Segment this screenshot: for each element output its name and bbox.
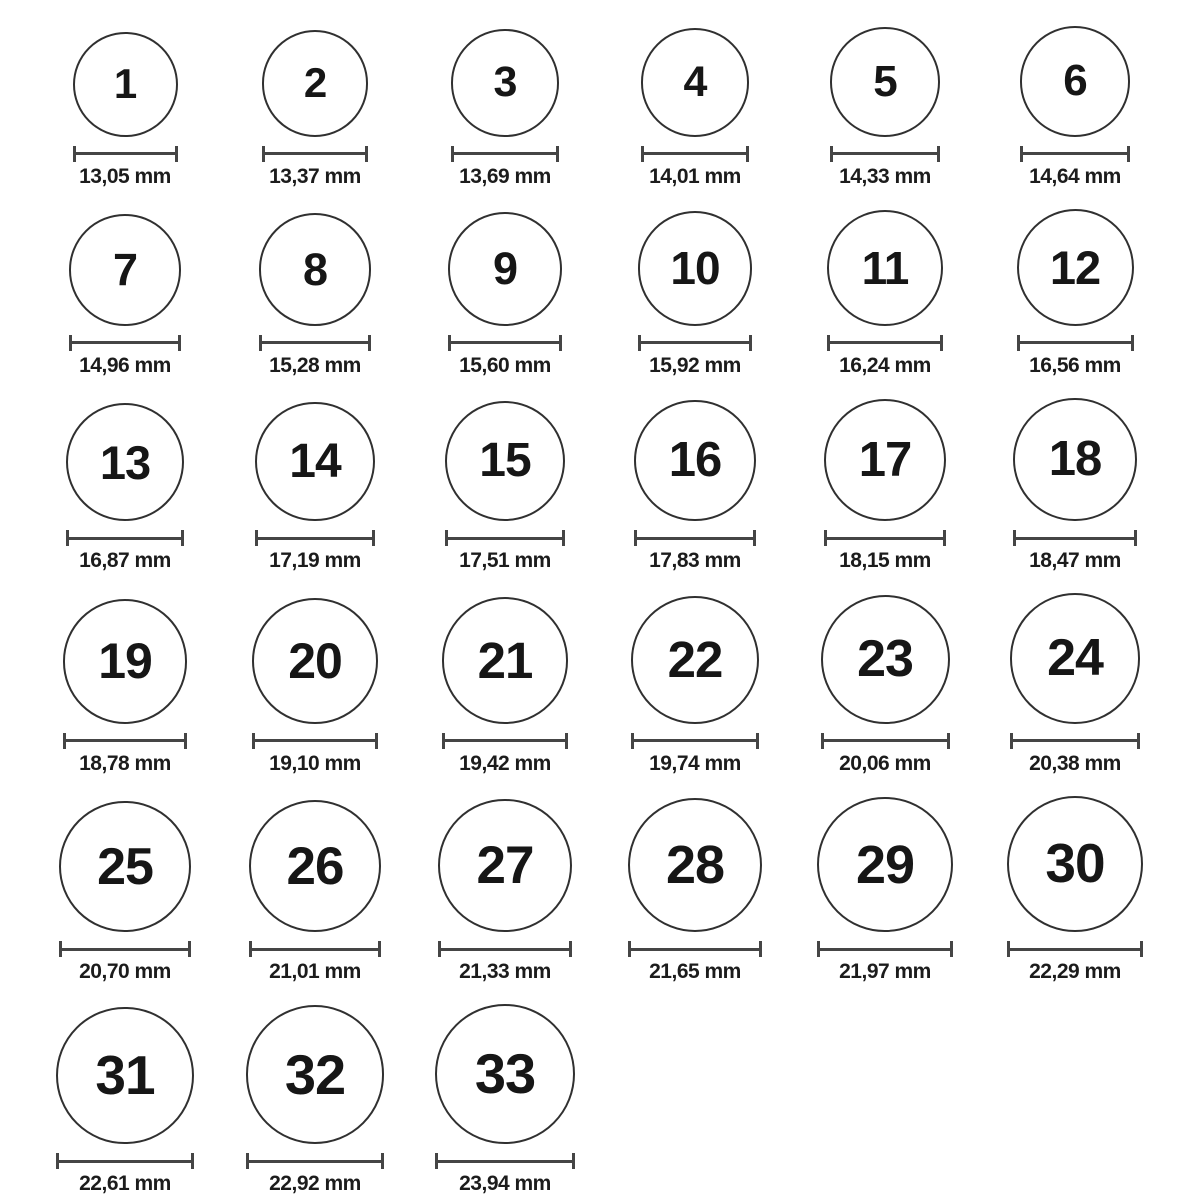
diameter-measure-line (1007, 941, 1144, 957)
diameter-measure-line (448, 335, 562, 351)
diameter-label: 20,38 mm (1029, 751, 1121, 775)
ring-circle (59, 801, 190, 932)
ring-cell (824, 399, 946, 574)
ring-number: 23 (857, 630, 913, 689)
diameter-measure-bar (258, 537, 371, 540)
diameter-measure-bar (66, 739, 185, 742)
ring-number: 21 (477, 631, 533, 689)
diameter-measure-bar (641, 341, 750, 344)
diameter-label: 21,33 mm (459, 960, 551, 984)
ring-cell (638, 211, 753, 378)
ring-number: 9 (492, 243, 518, 295)
diameter-measure-bar (631, 948, 759, 951)
ring-number: 12 (1049, 240, 1101, 294)
diameter-label: 21,65 mm (649, 960, 741, 984)
diameter-label: 16,24 mm (839, 353, 931, 377)
ring-cell (641, 28, 749, 188)
diameter-label: 23,94 mm (459, 1172, 551, 1196)
diameter-measure-line (262, 146, 368, 162)
diameter-measure-line (255, 530, 374, 546)
ring-circle (451, 29, 558, 136)
diameter-measure-line (1017, 335, 1134, 351)
ring-number: 26 (286, 836, 344, 896)
ring-number: 13 (99, 435, 151, 489)
ring-circle (252, 598, 378, 724)
ring-number: 5 (873, 56, 897, 106)
diameter-measure-line (69, 335, 181, 351)
ring-cell (262, 30, 368, 188)
diameter-measure-line (821, 733, 950, 749)
diameter-measure-line (817, 941, 953, 957)
ring-circle (1020, 26, 1131, 137)
diameter-label: 14,33 mm (839, 164, 931, 188)
ring-cell (246, 1005, 385, 1196)
ring-cell (249, 800, 381, 984)
ring-number: 4 (683, 57, 707, 106)
ring-circle (817, 797, 953, 933)
diameter-measure-line (631, 733, 759, 749)
ring-cell (451, 29, 558, 188)
diameter-measure-bar (1016, 537, 1134, 540)
diameter-measure-bar (252, 948, 378, 951)
ring-number: 32 (284, 1042, 346, 1106)
diameter-measure-bar (830, 341, 940, 344)
ring-circle (262, 30, 368, 136)
ring-cell (1010, 593, 1140, 775)
ring-cell (435, 1004, 575, 1196)
ring-circle (445, 401, 565, 521)
ring-number: 8 (302, 243, 328, 295)
ring-circle (259, 213, 372, 326)
ring-circle (1017, 209, 1134, 326)
diameter-measure-line (445, 530, 565, 546)
diameter-measure-line (451, 146, 558, 162)
diameter-measure-bar (827, 537, 943, 540)
ring-cell (1017, 209, 1134, 378)
diameter-measure-line (438, 941, 571, 957)
diameter-label: 20,70 mm (79, 960, 171, 984)
ring-number: 22 (667, 631, 723, 689)
diameter-label: 17,83 mm (649, 549, 741, 573)
diameter-measure-line (824, 530, 946, 546)
diameter-measure-line (1010, 733, 1140, 749)
diameter-measure-line (252, 733, 378, 749)
diameter-measure-bar (72, 341, 178, 344)
ring-cell (817, 797, 953, 985)
diameter-label: 13,05 mm (79, 164, 171, 188)
ring-circle (249, 800, 381, 932)
ring-cell (1007, 796, 1144, 985)
diameter-measure-bar (644, 152, 746, 155)
diameter-measure-line (641, 146, 749, 162)
ring-circle (255, 402, 374, 521)
ring-circle (628, 798, 762, 932)
diameter-measure-line (259, 335, 372, 351)
ring-cell (252, 598, 378, 776)
ring-cell (628, 798, 762, 985)
diameter-measure-bar (249, 1160, 382, 1163)
diameter-label: 21,01 mm (269, 960, 361, 984)
diameter-measure-line (56, 1153, 194, 1169)
diameter-measure-line (628, 941, 762, 957)
ring-cell (1020, 26, 1131, 189)
diameter-label: 19,42 mm (459, 751, 551, 775)
diameter-label: 18,47 mm (1029, 549, 1121, 573)
diameter-measure-bar (1020, 341, 1131, 344)
ring-circle (73, 32, 178, 137)
ring-number: 6 (1063, 56, 1087, 106)
ring-number: 25 (97, 837, 153, 896)
ring-circle (1007, 796, 1144, 933)
diameter-measure-line (638, 335, 753, 351)
diameter-measure-line (73, 146, 178, 162)
ring-cell (631, 596, 759, 776)
diameter-measure-bar (438, 1160, 572, 1163)
diameter-label: 16,56 mm (1029, 353, 1121, 377)
ring-number: 20 (288, 632, 342, 689)
ring-circle (1010, 593, 1140, 723)
ring-circle (66, 403, 184, 521)
ring-number: 10 (670, 242, 720, 295)
diameter-measure-bar (634, 739, 756, 742)
diameter-measure-bar (69, 537, 181, 540)
diameter-measure-line (66, 530, 184, 546)
diameter-measure-bar (448, 537, 562, 540)
diameter-measure-line (1013, 530, 1137, 546)
diameter-measure-bar (255, 739, 375, 742)
ring-circle (438, 799, 571, 932)
ring-number: 30 (1045, 832, 1105, 895)
ring-number: 1 (113, 60, 137, 107)
ring-circle (827, 210, 943, 326)
ring-circle (641, 28, 749, 136)
ring-circle (824, 399, 946, 521)
diameter-measure-line (63, 733, 188, 749)
ring-cell (442, 597, 569, 776)
diameter-label: 14,64 mm (1029, 164, 1121, 188)
ring-circle (246, 1005, 385, 1144)
ring-cell (445, 401, 565, 573)
diameter-measure-bar (76, 152, 175, 155)
ring-cell (59, 801, 190, 984)
diameter-label: 13,69 mm (459, 164, 551, 188)
ring-circle (56, 1007, 194, 1145)
diameter-measure-bar (59, 1160, 191, 1163)
diameter-label: 17,19 mm (269, 549, 361, 573)
ring-circle (1013, 398, 1137, 522)
diameter-measure-bar (833, 152, 936, 155)
ring-cell (259, 213, 372, 378)
ring-cell (634, 400, 755, 574)
diameter-measure-line (442, 733, 569, 749)
ring-cell (827, 210, 943, 378)
ring-cell (821, 595, 950, 776)
diameter-measure-line (1020, 146, 1131, 162)
ring-circle (448, 212, 562, 326)
diameter-label: 20,06 mm (839, 751, 931, 775)
diameter-measure-bar (445, 739, 566, 742)
diameter-label: 22,92 mm (269, 1172, 361, 1196)
ring-circle (830, 27, 939, 136)
diameter-label: 13,37 mm (269, 164, 361, 188)
ring-number: 15 (479, 434, 531, 488)
ring-number: 18 (1048, 432, 1102, 487)
ring-cell (66, 403, 184, 573)
diameter-measure-bar (824, 739, 947, 742)
diameter-label: 15,60 mm (459, 353, 551, 377)
ring-circle (821, 595, 950, 724)
diameter-measure-line (435, 1153, 575, 1169)
diameter-measure-line (249, 941, 381, 957)
diameter-measure-bar (451, 341, 559, 344)
diameter-label: 15,92 mm (649, 353, 741, 377)
diameter-label: 14,96 mm (79, 353, 171, 377)
ring-number: 17 (858, 432, 912, 487)
ring-number: 33 (474, 1042, 536, 1106)
diameter-label: 22,61 mm (79, 1172, 171, 1196)
ring-number: 16 (668, 433, 722, 488)
diameter-measure-bar (637, 537, 752, 540)
diameter-label: 15,28 mm (269, 353, 361, 377)
ring-number: 31 (95, 1043, 155, 1106)
ring-number: 3 (493, 58, 517, 107)
diameter-measure-bar (265, 152, 365, 155)
diameter-measure-line (634, 530, 755, 546)
ring-number: 11 (861, 241, 909, 294)
ring-cell (448, 212, 562, 378)
diameter-label: 19,10 mm (269, 751, 361, 775)
ring-cell (56, 1007, 194, 1197)
ring-number: 19 (98, 633, 152, 690)
diameter-measure-bar (1013, 739, 1137, 742)
ring-cell (438, 799, 571, 984)
ring-cell (830, 27, 939, 189)
diameter-label: 19,74 mm (649, 751, 741, 775)
ring-cell (255, 402, 374, 573)
ring-cell (63, 599, 188, 776)
ring-circle (442, 597, 569, 724)
diameter-measure-bar (820, 948, 950, 951)
ring-number: 7 (112, 244, 138, 296)
diameter-label: 16,87 mm (79, 549, 171, 573)
diameter-measure-bar (62, 948, 187, 951)
ring-number: 28 (665, 835, 725, 896)
diameter-label: 22,29 mm (1029, 960, 1121, 984)
ring-number: 24 (1047, 629, 1103, 688)
ring-circle (69, 214, 181, 326)
ring-number: 29 (855, 834, 915, 895)
diameter-measure-bar (441, 948, 568, 951)
diameter-label: 18,15 mm (839, 549, 931, 573)
ring-number: 14 (289, 434, 341, 488)
ring-cell (1013, 398, 1137, 574)
diameter-measure-bar (1023, 152, 1128, 155)
ring-number: 27 (476, 836, 534, 896)
ring-circle (435, 1004, 575, 1144)
diameter-measure-bar (454, 152, 555, 155)
ring-number: 2 (303, 59, 327, 107)
diameter-measure-line (59, 941, 190, 957)
diameter-label: 17,51 mm (459, 549, 551, 573)
ring-circle (63, 599, 188, 724)
diameter-measure-bar (1010, 948, 1141, 951)
diameter-label: 14,01 mm (649, 164, 741, 188)
ring-cell (73, 32, 178, 189)
ring-circle (631, 596, 759, 724)
ring-cell (69, 214, 181, 378)
ring-circle (634, 400, 755, 521)
diameter-measure-line (246, 1153, 385, 1169)
diameter-label: 21,97 mm (839, 960, 931, 984)
diameter-measure-line (830, 146, 939, 162)
diameter-measure-line (827, 335, 943, 351)
diameter-label: 18,78 mm (79, 751, 171, 775)
diameter-measure-bar (262, 341, 369, 344)
ring-circle (638, 211, 753, 326)
